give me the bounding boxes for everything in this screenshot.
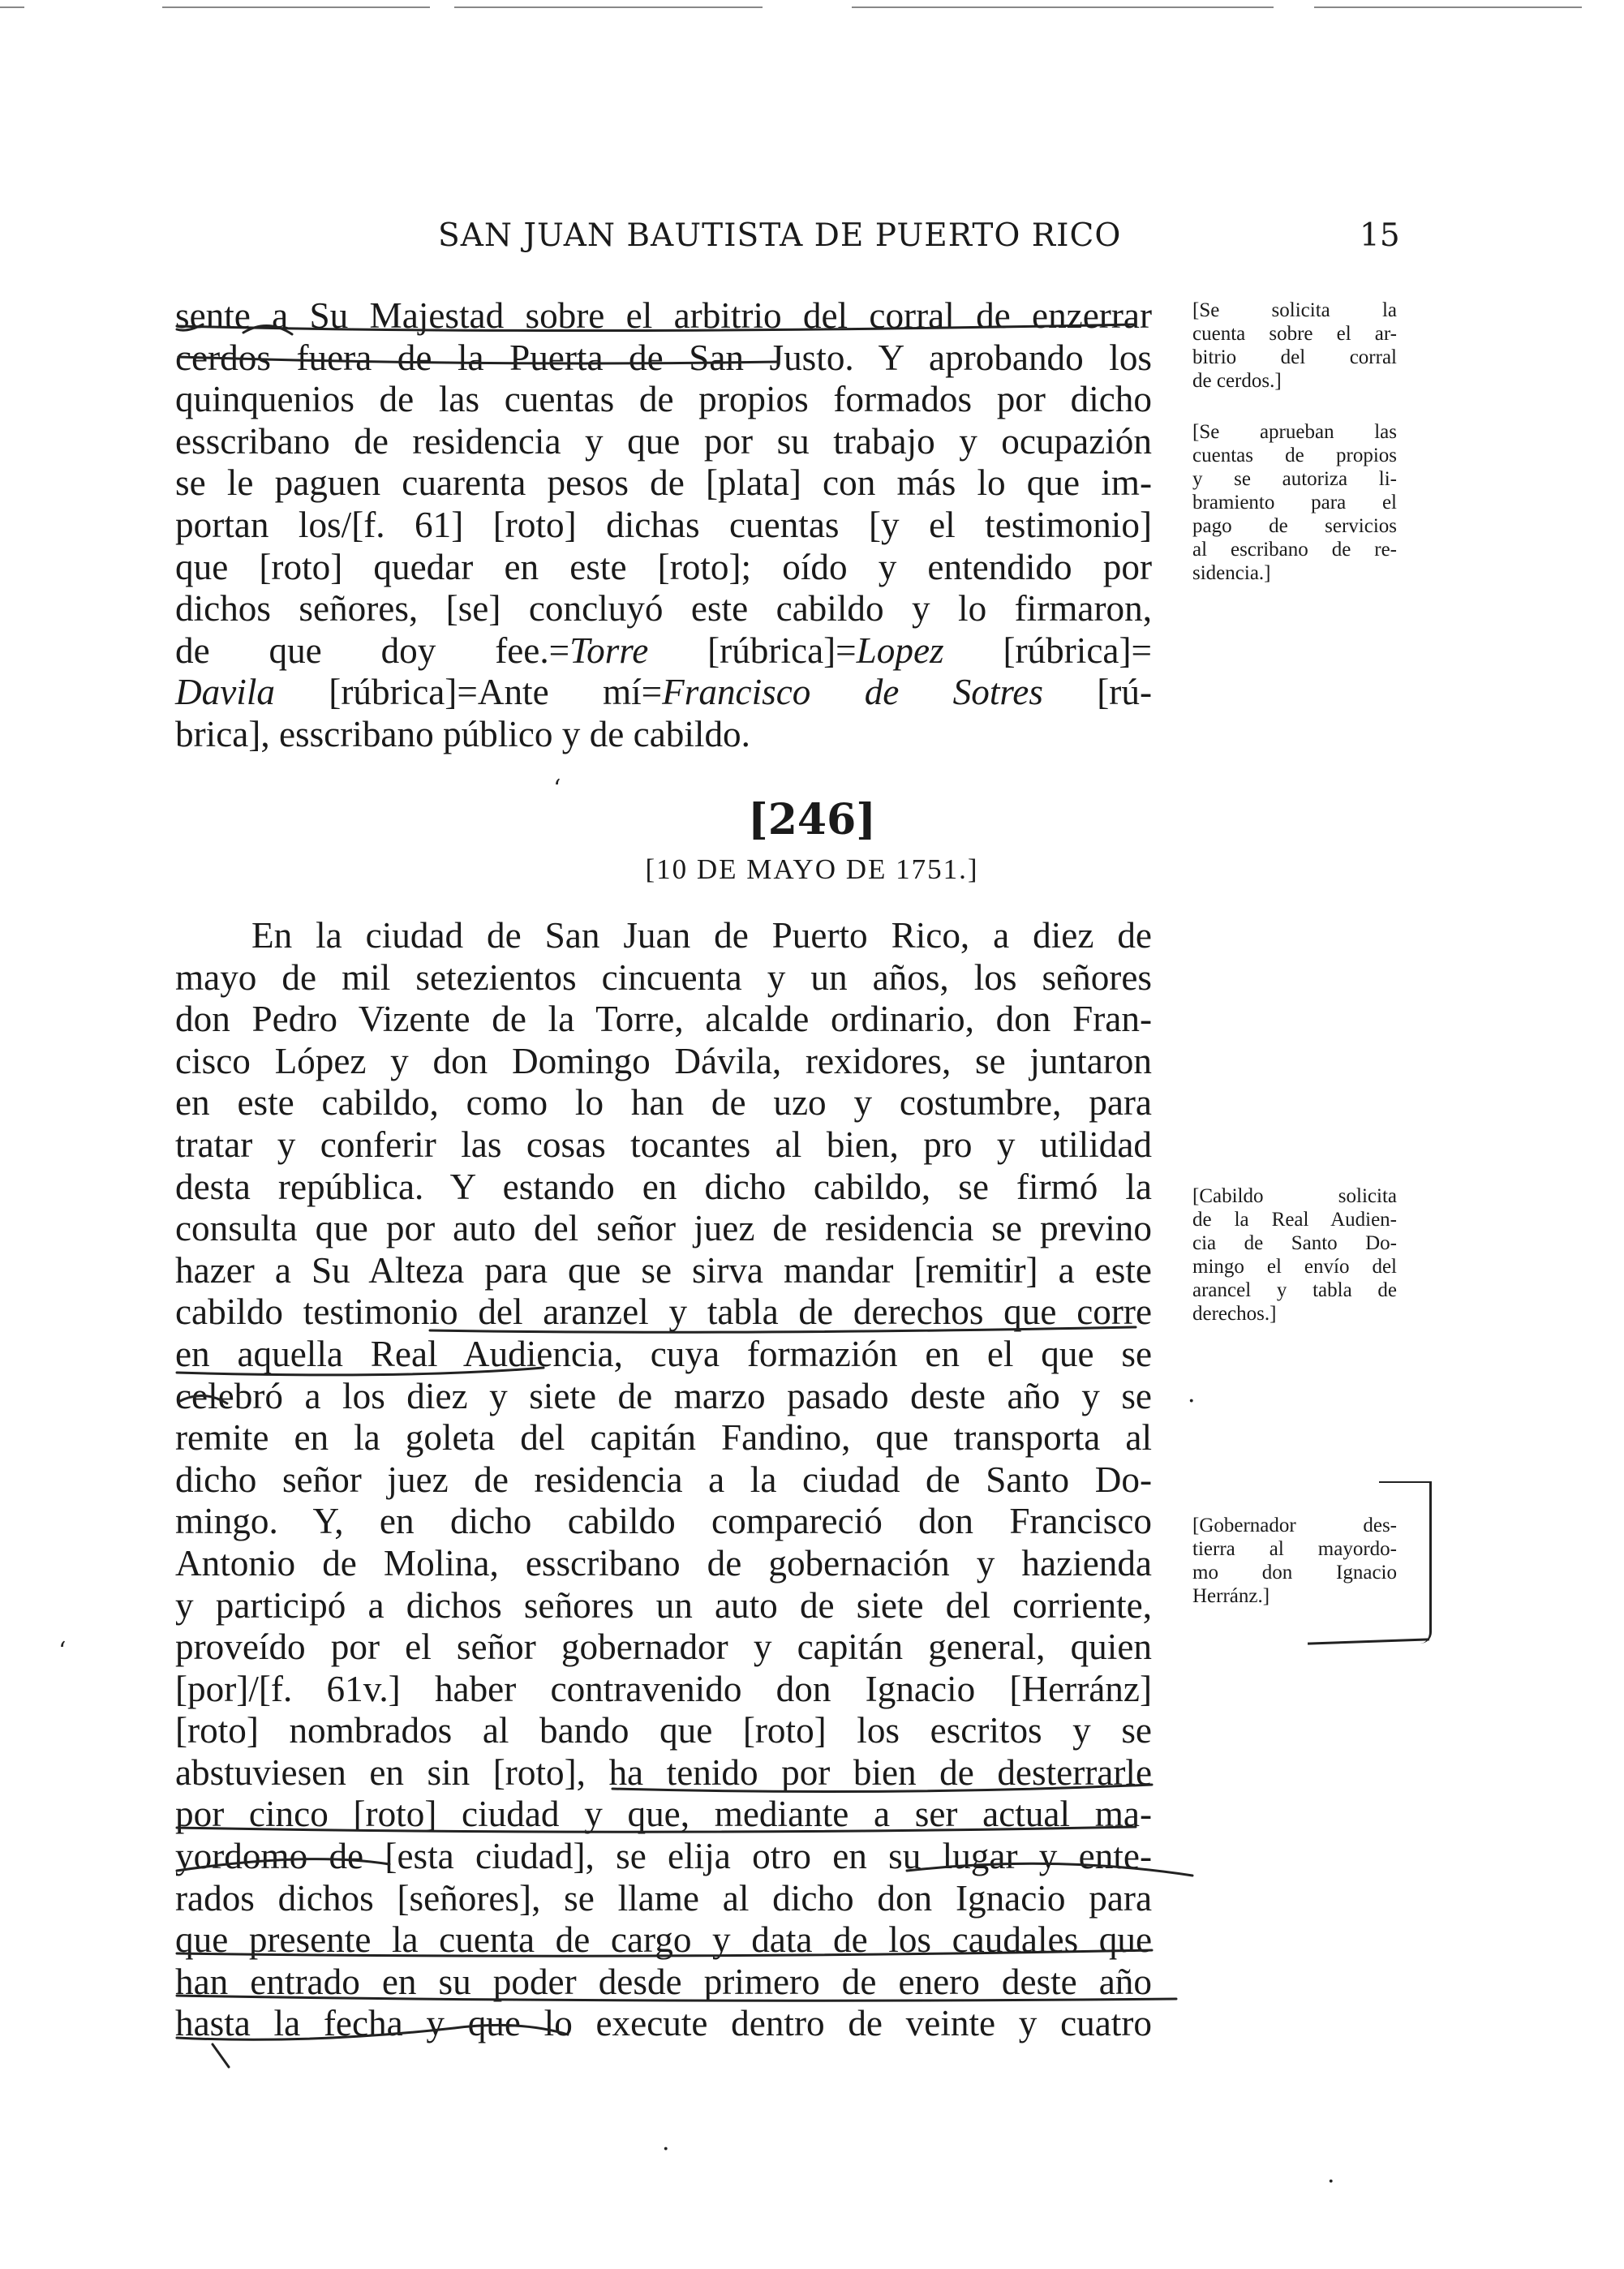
text-line: celebró a los diez y siete de marzo pasado deste año y se: [175, 1375, 1152, 1416]
text-fragment: de que doy fee.=: [175, 630, 570, 671]
note-line: mingo el envío del: [1192, 1256, 1397, 1278]
document-number: [246]: [748, 795, 876, 844]
note-line: bitrio del corral: [1192, 346, 1397, 368]
text-line: dicho señor juez de residencia a la ciudad de Santo Do-: [175, 1459, 1152, 1500]
note-line: Herránz.]: [1192, 1585, 1270, 1607]
note-line: [Se solicita la: [1192, 299, 1397, 321]
text-line: rados dichos [señores], se llame al dicho don Ignacio para: [175, 1877, 1152, 1919]
marginal-note: [1192, 1184, 1397, 1326]
text-fragment: [rúbrica]=: [648, 630, 857, 671]
marginal-note: [1192, 420, 1397, 585]
text-line: en este cabildo, como lo han de uzo y costumbre, para: [175, 1082, 1152, 1124]
stray-mark: ·: [662, 2135, 670, 2164]
note-line: tierra al mayordo-: [1192, 1538, 1397, 1560]
note-line: bramiento para el: [1192, 492, 1397, 514]
signatory-name: Lopez: [856, 630, 944, 671]
note-line: [Gobernador des-: [1192, 1515, 1397, 1536]
note-line: de la Real Audien-: [1192, 1209, 1397, 1231]
note-line: cuentas de propios: [1192, 445, 1397, 466]
text-line: tratar y conferir las cosas tocantes al bien, pro y utilidad: [175, 1124, 1152, 1165]
text-line: dichos señores, [se] concluyó este cabildo y lo firmaron,: [175, 588, 1152, 630]
note-line: mo don Ignacio: [1192, 1562, 1397, 1584]
signatory-name: Davila: [175, 672, 275, 713]
stray-mark: ·: [1327, 2168, 1335, 2196]
note-line: [Se aprueban las: [1192, 421, 1397, 443]
note-line: pago de servicios: [1192, 515, 1397, 537]
signature-line: [175, 630, 1152, 673]
note-line: sidencia.]: [1192, 562, 1271, 584]
marginal-note: [1192, 299, 1397, 393]
text-line: cisco López y don Domingo Dávila, rexidores, se juntaron: [175, 1040, 1152, 1081]
text-line: cerdos fuera de la Puerta de San Justo. Y aprobando los: [175, 337, 1152, 378]
text-line: cabildo testimonio del aranzel y tabla de derechos que corre: [175, 1291, 1152, 1333]
handwritten-bracket: [1379, 1481, 1432, 1644]
text-line: Antonio de Molina, esscribano de gobernación y hazienda: [175, 1542, 1152, 1584]
stray-mark: ·: [1188, 1387, 1196, 1416]
note-line: cia de Santo Do-: [1192, 1232, 1397, 1254]
text-line: remite en la goleta del capitán Fandino, que transporta al: [175, 1417, 1152, 1459]
note-line: arancel y tabla de: [1192, 1279, 1397, 1301]
text-fragment: [rúbrica]=: [943, 630, 1152, 671]
text-line: mayo de mil setezientos cincuenta y un años, los señores: [175, 956, 1152, 998]
signatory-name: Torre: [569, 630, 649, 671]
text-line: sente a Su Majestad sobre el arbitrio del corral de enzerrar: [175, 295, 1152, 336]
text-line: esscribano de residencia y que por su trabajo y ocupazión: [175, 420, 1152, 462]
text-line: por cinco [roto] ciudad y que, mediante a ser actual ma-: [175, 1794, 1152, 1835]
running-title: SAN JUAN BAUTISTA DE PUERTO RICO: [438, 217, 1122, 254]
document-date: [10 DE MAYO DE 1751.]: [645, 853, 979, 885]
text-fragment: [rúbrica]=Ante mí=: [275, 672, 663, 713]
text-line: portan los/[f. 61] [roto] dichas cuentas [y el testimonio]: [175, 504, 1152, 545]
text-line: hasta la fecha y que lo execute dentro de veinte y cuatro: [175, 2003, 1152, 2044]
text-line: abstuviesen en sin [roto], ha tenido por bien de desterrarle: [175, 1751, 1152, 1793]
text-line: don Pedro Vizente de la Torre, alcalde ordinario, don Fran-: [175, 999, 1152, 1040]
text-fragment: [rú-: [1042, 672, 1152, 713]
note-line: y se autoriza li-: [1192, 468, 1397, 490]
underline-mark: [213, 2044, 229, 2067]
stray-mark: ‘: [58, 1637, 67, 1665]
text-line: quinquenios de las cuentas de propios formados por dicho: [175, 379, 1152, 420]
text-line: brica], esscribano público y de cabildo.: [175, 713, 750, 754]
marginal-note: [1192, 1514, 1397, 1608]
text-line: proveído por el señor gobernador y capitán general, quien: [175, 1627, 1152, 1668]
note-line: cuenta sobre el ar-: [1192, 323, 1397, 345]
note-line: derechos.]: [1192, 1303, 1277, 1325]
note-line: de cerdos.]: [1192, 370, 1282, 392]
text-line: hazer a Su Alteza para que se sirva mandar [remitir] a este: [175, 1249, 1152, 1291]
text-line: En la ciudad de San Juan de Puerto Rico, a diez de: [251, 915, 1152, 956]
text-line: en aquella Real Audiencia, cuya formazión en el que se: [175, 1333, 1152, 1374]
scan-edge-artifact: [0, 6, 1624, 10]
note-line: [Cabildo solicita: [1192, 1185, 1397, 1207]
stray-mark: ‘: [553, 775, 561, 803]
page-number: 15: [1360, 217, 1400, 254]
note-line: al escribano de re-: [1192, 539, 1397, 561]
text-line: que presente la cuenta de cargo y data de los caudales que: [175, 1919, 1152, 1961]
signatory-name: Francisco de Sotres: [662, 672, 1043, 713]
text-line: desta república. Y estando en dicho cabildo, se firmó la: [175, 1166, 1152, 1207]
text-line: se le paguen cuarenta pesos de [plata] con más lo que im-: [175, 462, 1152, 504]
text-line: [por]/[f. 61v.] haber contravenido don Ignacio [Herránz]: [175, 1668, 1152, 1709]
text-line: mingo. Y, en dicho cabildo compareció don Francisco: [175, 1501, 1152, 1542]
text-line: [roto] nombrados al bando que [roto] los escritos y se: [175, 1710, 1152, 1751]
signature-line: [175, 672, 1152, 714]
text-line: y participó a dichos señores un auto de siete del corriente,: [175, 1584, 1152, 1626]
text-line: yordomo de [esta ciudad], se elija otro en su lugar y ente-: [175, 1836, 1152, 1877]
body-paragraph: [175, 915, 1152, 2045]
text-line: que [roto] quedar en este [roto]; oído y entendido por: [175, 546, 1152, 587]
text-line: consulta que por auto del señor juez de residencia se previno: [175, 1208, 1152, 1249]
text-line: han entrado en su poder desde primero de enero deste año: [175, 1961, 1152, 2002]
continuation-paragraph: [175, 295, 1152, 756]
